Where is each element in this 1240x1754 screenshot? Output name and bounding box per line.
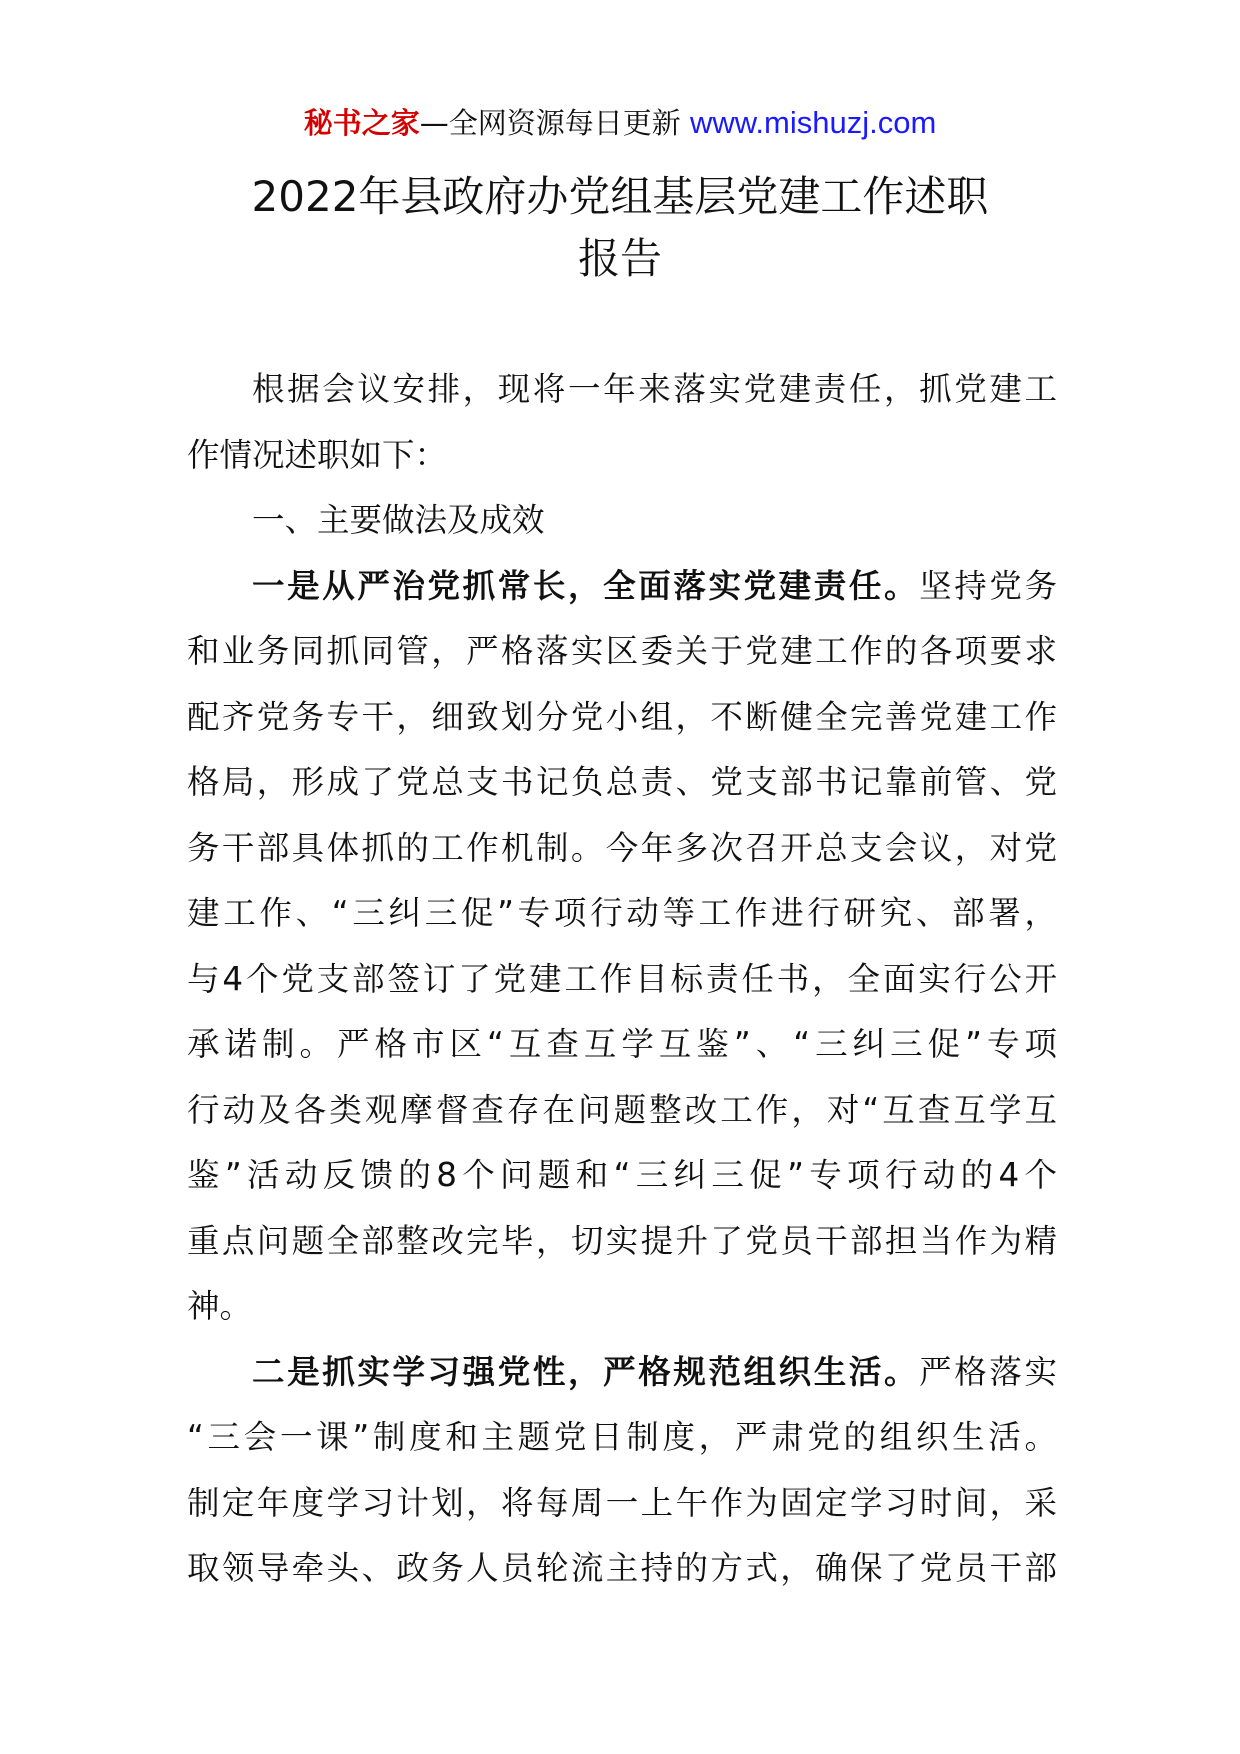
paragraph-line: 和业务同抓同管，严格落实区委关于党建工作的各项要求	[187, 632, 1057, 670]
paragraph-line: 承诺制。严格市区“互查互学互鉴”、“三纠三促”专项	[187, 1025, 1057, 1063]
paragraph-line: 鉴”活动反馈的8个问题和“三纠三促”专项行动的4个	[187, 1156, 1057, 1194]
document-title-line-2: 报告	[577, 234, 662, 283]
item2-lead-tail: 严格落实	[919, 1352, 1057, 1391]
paragraph-line: 务干部具体抓的工作机制。今年多次召开总支会议，对党	[187, 828, 1057, 867]
intro-line: 作情况述职如下：	[187, 435, 448, 474]
document-title	[0, 166, 1240, 290]
item1-lead-tail: 坚持党务	[919, 566, 1057, 605]
banner-tagline: —全网资源每日更新	[419, 106, 681, 140]
paragraph-line: 与4个党支部签订了党建工作目标责任书，全面实行公开	[187, 959, 1057, 998]
paragraph-line: 重点问题全部整改完毕，切实提升了党员干部担当作为精	[187, 1221, 1057, 1260]
paragraph-line: 神。	[187, 1287, 253, 1325]
document-body	[187, 357, 1057, 1602]
paragraph-line: 取领导牵头、政务人员轮流主持的方式，确保了党员干部	[187, 1549, 1057, 1587]
brand-name: 秘书之家	[303, 106, 420, 140]
section-heading: 一、主要做法及成效	[252, 501, 545, 539]
paragraph-line: “三会一课”制度和主题党日制度，严肃党的组织生活。	[187, 1418, 1057, 1456]
paragraph-line: 制定年度学习计划，将每周一上午作为固定学习时间，采	[187, 1483, 1057, 1522]
item2-lead: 二是抓实学习强党性，严格规范组织生活。	[252, 1352, 920, 1391]
intro-line: 根据会议安排，现将一年来落实党建责任，抓党建工	[252, 370, 1057, 408]
site-url-link[interactable]: www.mishuzj.com	[689, 105, 937, 140]
site-banner	[0, 103, 1240, 143]
paragraph-line: 格局，形成了党总支书记负总责、党支部书记靠前管、党	[187, 763, 1057, 801]
paragraph-line	[187, 1340, 1057, 1406]
paragraph-line	[187, 554, 1057, 620]
document-title-line-1: 2022年县政府办党组基层党建工作述职	[251, 172, 989, 221]
paragraph-line: 建工作、“三纠三促”专项行动等工作进行研究、部署，	[187, 894, 1057, 932]
item1-lead: 一是从严治党抓常长，全面落实党建责任。	[252, 566, 920, 605]
paragraph-line: 配齐党务专干，细致划分党小组，不断健全完善党建工作	[187, 697, 1057, 736]
paragraph-line: 行动及各类观摩督查存在问题整改工作，对“互查互学互	[187, 1090, 1057, 1129]
